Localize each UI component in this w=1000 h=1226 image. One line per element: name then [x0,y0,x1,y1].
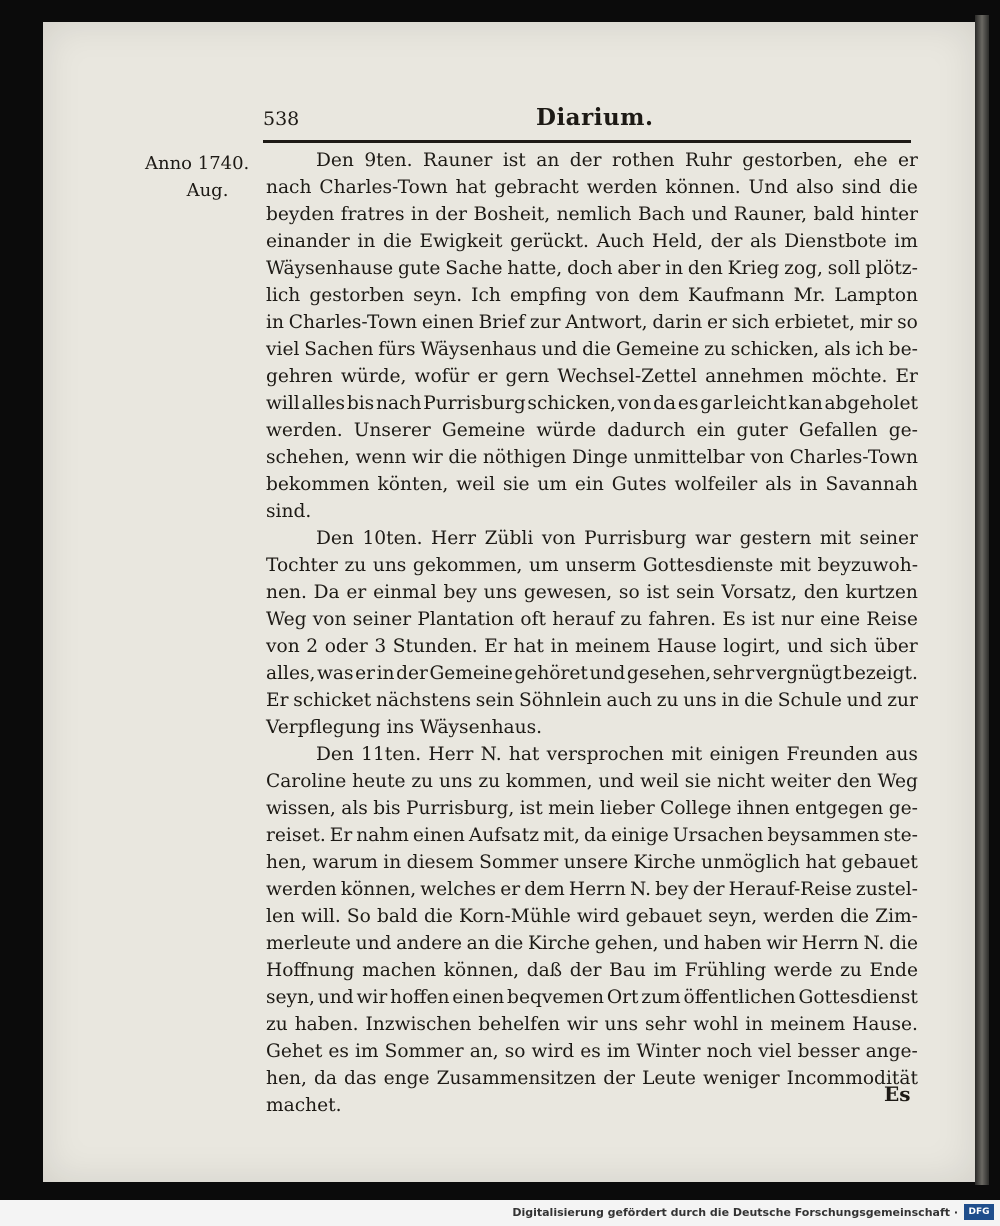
text-line: Caroline heute zu uns zu kommen, und weil sie nicht weiter den Weg [266,771,918,792]
text-line: sind. [266,501,312,522]
text-line: wissen, als bis Purrisburg, ist mein lieber College ihnen entgegen ge- [266,798,918,819]
text-line: werden. Unserer Gemeine würde dadurch ein guter Gefallen ge- [266,420,918,441]
text-line: Hoffnung machen können, daß der Bau im Frühling werde zu Ende [266,960,918,981]
text-line: zu haben. Inzwischen behelfen wir uns sehr wohl in meinem Hause. [266,1014,918,1035]
body-text [266,147,918,1119]
text-line: Wäysenhause gute Sache hatte, doch aber in den Krieg zog, soll plötz- [266,258,918,279]
text-line: Er schicket nächstens sein Söhnlein auch zu uns in die Schule und zur [266,690,918,711]
text-line: Tochter zu uns gekommen, um unserm Gottesdienste mit beyzuwoh- [266,555,918,576]
page-edge [975,15,989,1185]
text-line: viel Sachen fürs Wäysenhaus und die Gemeine zu schicken, als ich be- [266,339,918,360]
text-line: Den 9ten. Rauner ist an der rothen Ruhr gestorben, ehe er [316,150,918,171]
text-line: seyn, und wir hoffen einen beqvemen Ort zum öffentlichen Gottesdienst [266,987,918,1008]
text-line: Gehet es im Sommer an, so wird es im Winter noch viel besser ange- [266,1041,918,1062]
text-line: lich gestorben seyn. Ich empfing von dem Kaufmann Mr. Lampton [266,285,918,306]
text-line: bekommen könten, weil sie um ein Gutes wolfeiler als in Savannah [266,474,918,495]
text-line: hen, da das enge Zusammensitzen der Leute weniger Incommodität [266,1068,918,1089]
margin-note [145,150,270,204]
text-line: merleute und andere an die Kirche gehen, und haben wir Herrn N. die [266,933,918,954]
page-number: 538 [263,108,300,130]
text-line: schehen, wenn wir die nöthigen Dinge unmittelbar von Charles-Town [266,447,918,468]
text-line: len will. So bald die Korn-Mühle wird gebauet seyn, werden die Zim- [266,906,918,927]
text-line: will alles bis nach Purrisburg schicken, von da es gar leicht kan abgeholet [266,393,918,414]
text-line: machet. [266,1095,342,1116]
dfg-logo: DFG [964,1204,994,1220]
text-line: Den 11ten. Herr N. hat versprochen mit einigen Freunden aus [316,744,918,765]
text-line: alles, was er in der Gemeine gehöret und gesehen, sehr vergnügt bezeigt. [266,663,918,684]
text-line: beyden fratres in der Bosheit, nemlich Bach und Rauner, bald hinter [266,204,918,225]
text-line: hen, warum in diesem Sommer unsere Kirche unmöglich hat gebauet [266,852,918,873]
text-line: Den 10ten. Herr Zübli von Purrisburg war gestern mit seiner [316,528,918,549]
page-header [263,104,913,140]
margin-month: Aug. [186,180,229,201]
footer-credit: Digitalisierung gefördert durch die Deutsche Forschungsgemeinschaft · [512,1206,958,1219]
text-line: nen. Da er einmal bey uns gewesen, so ist sein Vorsatz, den kurtzen [266,582,918,603]
text-line: in Charles-Town einen Brief zur Antwort, darin er sich erbietet, mir so [266,312,918,333]
margin-year: Anno 1740. [145,153,250,174]
header-rule [263,140,911,143]
text-line: nach Charles-Town hat gebracht werden können. Und also sind die [266,177,918,198]
text-line: von 2 oder 3 Stunden. Er hat in meinem Hause logirt, und sich über [266,636,918,657]
text-line: einander in die Ewigkeit gerückt. Auch Held, der als Dienstbote im [266,231,918,252]
text-line: gehren würde, wofür er gern Wechsel-Zettel annehmen möchte. Er [266,366,918,387]
text-line: werden können, welches er dem Herrn N. bey der Herauf-Reise zustel- [266,879,918,900]
text-line: Verpflegung ins Wäysenhaus. [266,717,543,738]
running-head: Diarium. [536,104,654,131]
catchword: Es [884,1082,911,1106]
text-line: Weg von seiner Plantation oft herauf zu fahren. Es ist nur eine Reise [266,609,918,630]
text-line: reiset. Er nahm einen Aufsatz mit, da einige Ursachen beysammen ste- [266,825,918,846]
